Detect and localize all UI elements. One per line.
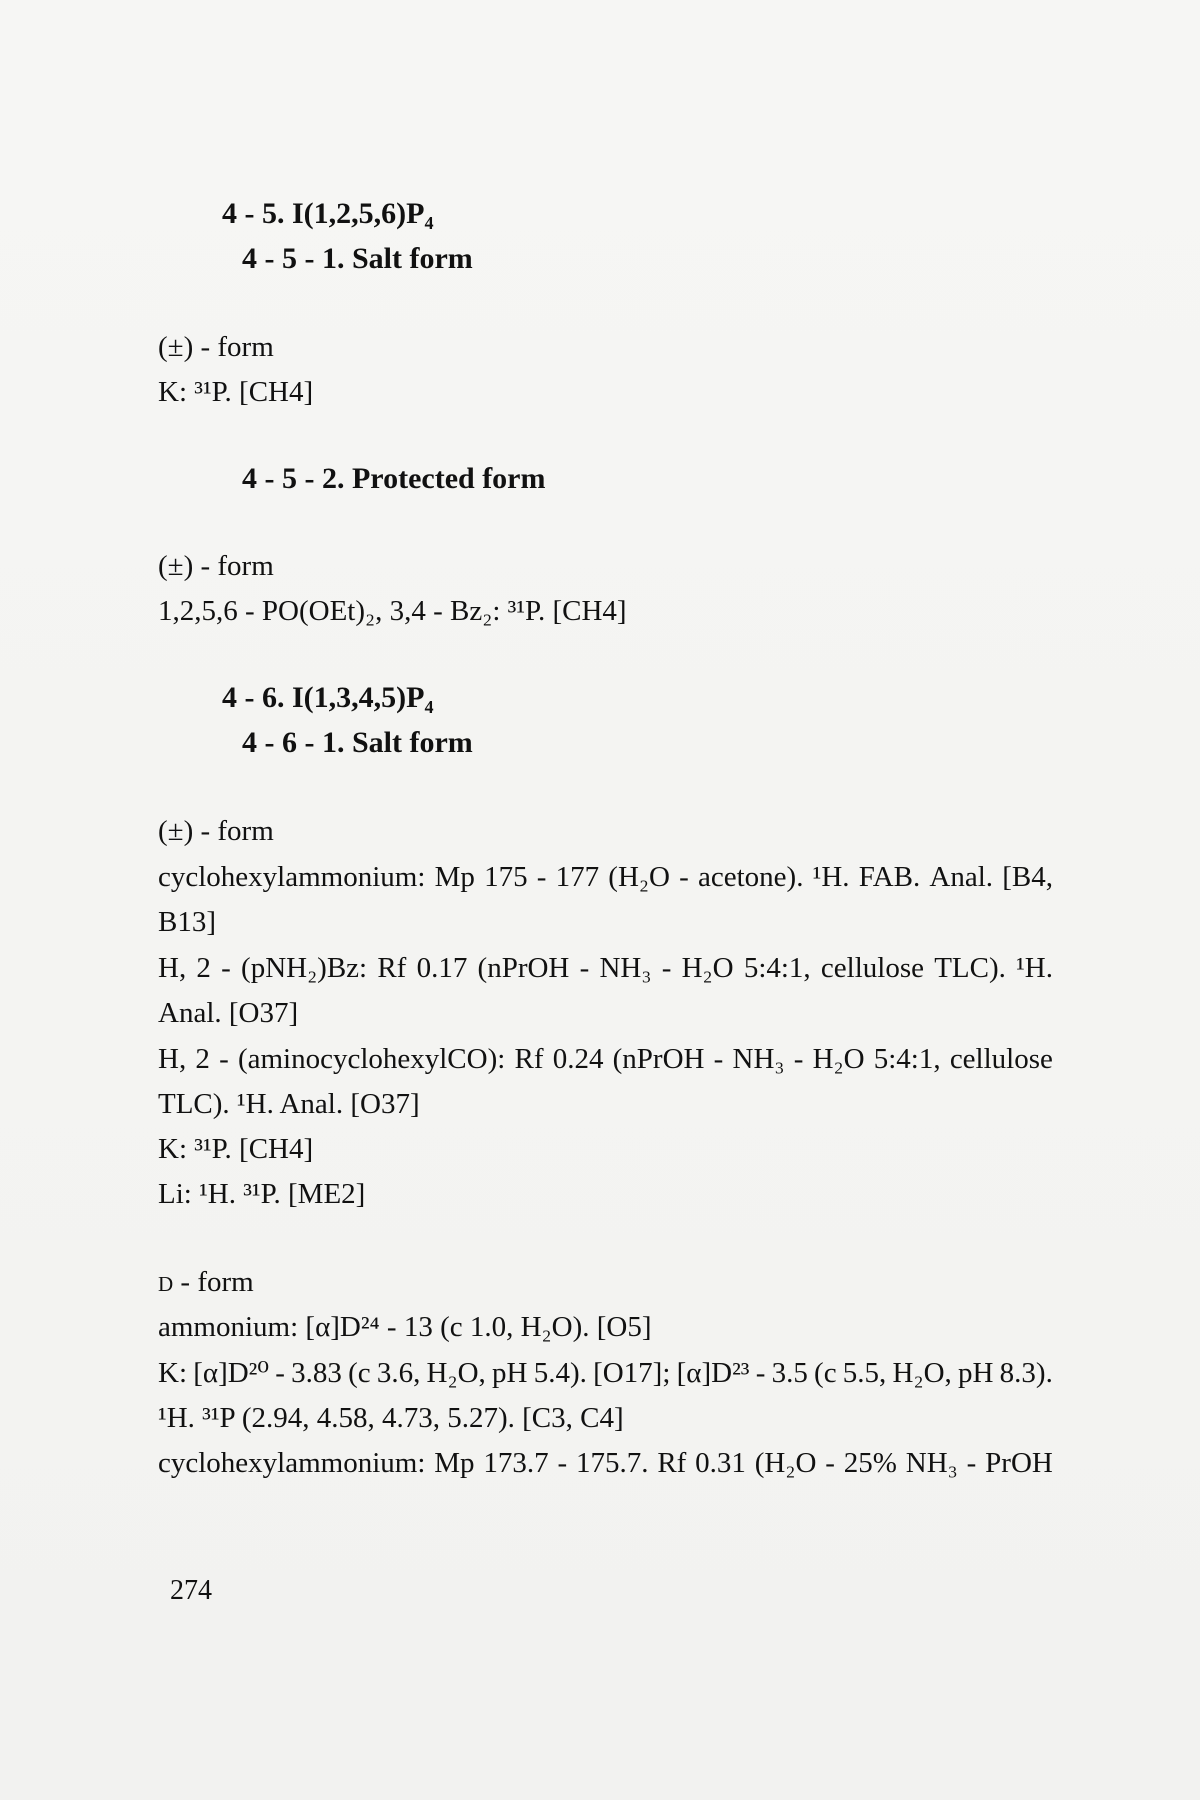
subheading-4-6-1: 4 - 6 - 1. Salt form [242, 726, 473, 759]
word: Rf [377, 952, 407, 984]
word: 0.31 [695, 1447, 746, 1479]
word: PrOH [985, 1447, 1053, 1479]
racemic-form-label: (±) - form [158, 550, 274, 582]
word: cyclohexylammonium: [158, 861, 426, 893]
word: (aminocyclohexylCO): [237, 1043, 506, 1075]
word: H₂O [812, 1043, 865, 1075]
heading-4-6: 4 - 6. I(1,3,4,5)P₄ [222, 681, 434, 714]
word: 5:4:1, [873, 1043, 941, 1075]
word: 3.5 [771, 1357, 808, 1389]
word: ¹H. [812, 861, 850, 893]
word: [α]D²³ [676, 1357, 750, 1389]
data-line: Anal. [O37] [158, 997, 299, 1029]
racemic-form-label: (±) - form [158, 815, 274, 847]
word: - [825, 1447, 835, 1479]
word: NH₃ [599, 952, 652, 984]
word: (nPrOH [477, 952, 570, 984]
word: TLC). [934, 952, 1006, 984]
word: - [557, 1447, 568, 1479]
word: - [966, 1447, 977, 1479]
word: pH [957, 1357, 994, 1389]
word: - [275, 1357, 285, 1389]
subheading-4-5-2: 4 - 5 - 2. Protected form [242, 462, 546, 495]
word: - [221, 952, 231, 984]
word: NH₃ [732, 1043, 785, 1075]
word: H, [158, 1043, 187, 1075]
word: ¹H. [1016, 952, 1053, 984]
word: - [219, 1043, 229, 1075]
word: Anal. [929, 861, 994, 893]
word: Rf [514, 1043, 544, 1075]
word: 5:4:1, [743, 952, 811, 984]
subheading-4-5-1: 4 - 5 - 1. Salt form [242, 242, 473, 275]
word: - [579, 952, 590, 984]
word: H₂O, [426, 1357, 486, 1389]
word: - [713, 1043, 724, 1075]
data-line: Li: ¹H. ³¹P. [ME2] [158, 1178, 366, 1210]
word: H, [158, 952, 187, 984]
data-line-justified [158, 860, 1053, 894]
word: 8.3). [999, 1357, 1053, 1389]
word: 3.6, [376, 1357, 421, 1389]
word: 0.17 [416, 952, 468, 984]
word: 175 [484, 861, 528, 893]
word: NH₃ [905, 1447, 958, 1479]
word: - [755, 1357, 766, 1389]
word: - [679, 861, 689, 893]
word: FAB. [858, 861, 921, 893]
word: [O17]; [593, 1357, 671, 1389]
word: (nPrOH [612, 1043, 705, 1075]
word: [B4, [1002, 861, 1053, 893]
word: [α]D²⁰ [193, 1357, 269, 1389]
word: 5.4). [533, 1357, 587, 1389]
word: 3.83 [291, 1357, 342, 1389]
data-line: 1,2,5,6 - PO(OEt)₂, 3,4 - Bz₂: ³¹P. [CH4] [158, 595, 627, 627]
data-line-justified [158, 1356, 1053, 1390]
heading-4-5: 4 - 5. I(1,2,5,6)P₄ [222, 197, 434, 230]
page-number: 274 [170, 1575, 212, 1606]
data-line-justified [158, 1446, 1053, 1480]
word: Mp [434, 861, 475, 893]
d-form-label [158, 1265, 254, 1301]
word: 2 [195, 1043, 210, 1075]
data-line-justified [158, 1042, 1053, 1076]
word: 173.7 [483, 1447, 549, 1479]
word: - [661, 952, 672, 984]
word: (H₂O [754, 1447, 817, 1479]
word: 5.5, [842, 1357, 887, 1389]
word: acetone). [698, 861, 804, 893]
word: (c [348, 1357, 371, 1389]
word: cyclohexylammonium: [158, 1447, 426, 1479]
word: (c [814, 1357, 837, 1389]
word: 175.7. [575, 1447, 649, 1479]
word: (pNH₂)Bz: [241, 952, 368, 984]
word: 25% [843, 1447, 897, 1479]
word: H₂O [681, 952, 734, 984]
data-line: K: ³¹P. [CH4] [158, 1133, 314, 1165]
data-line: K: ³¹P. [CH4] [158, 376, 314, 408]
word: (H₂O [608, 861, 670, 893]
word: cellulose [820, 952, 924, 984]
word: 0.24 [552, 1043, 604, 1075]
word: Rf [657, 1447, 687, 1479]
data-line: ammonium: [α]D²⁴ - 13 (c 1.0, H₂O). [O5] [158, 1311, 652, 1343]
word: - [793, 1043, 804, 1075]
data-line-justified [158, 951, 1053, 985]
data-line: B13] [158, 906, 216, 938]
word: H₂O, [892, 1357, 952, 1389]
data-line: TLC). ¹H. Anal. [O37] [158, 1088, 420, 1120]
word: pH [492, 1357, 528, 1389]
word: 177 [555, 861, 600, 893]
word: Mp [434, 1447, 475, 1479]
word: 2 [196, 952, 211, 984]
word: - [536, 861, 547, 893]
d-letter: D [158, 1272, 174, 1296]
word: K: [158, 1357, 187, 1389]
racemic-form-label: (±) - form [158, 331, 274, 363]
d-form-rest: - form [173, 1266, 254, 1298]
word: cellulose [949, 1043, 1053, 1075]
data-line: ¹H. ³¹P (2.94, 4.58, 4.73, 5.27). [C3, C4] [158, 1402, 624, 1434]
